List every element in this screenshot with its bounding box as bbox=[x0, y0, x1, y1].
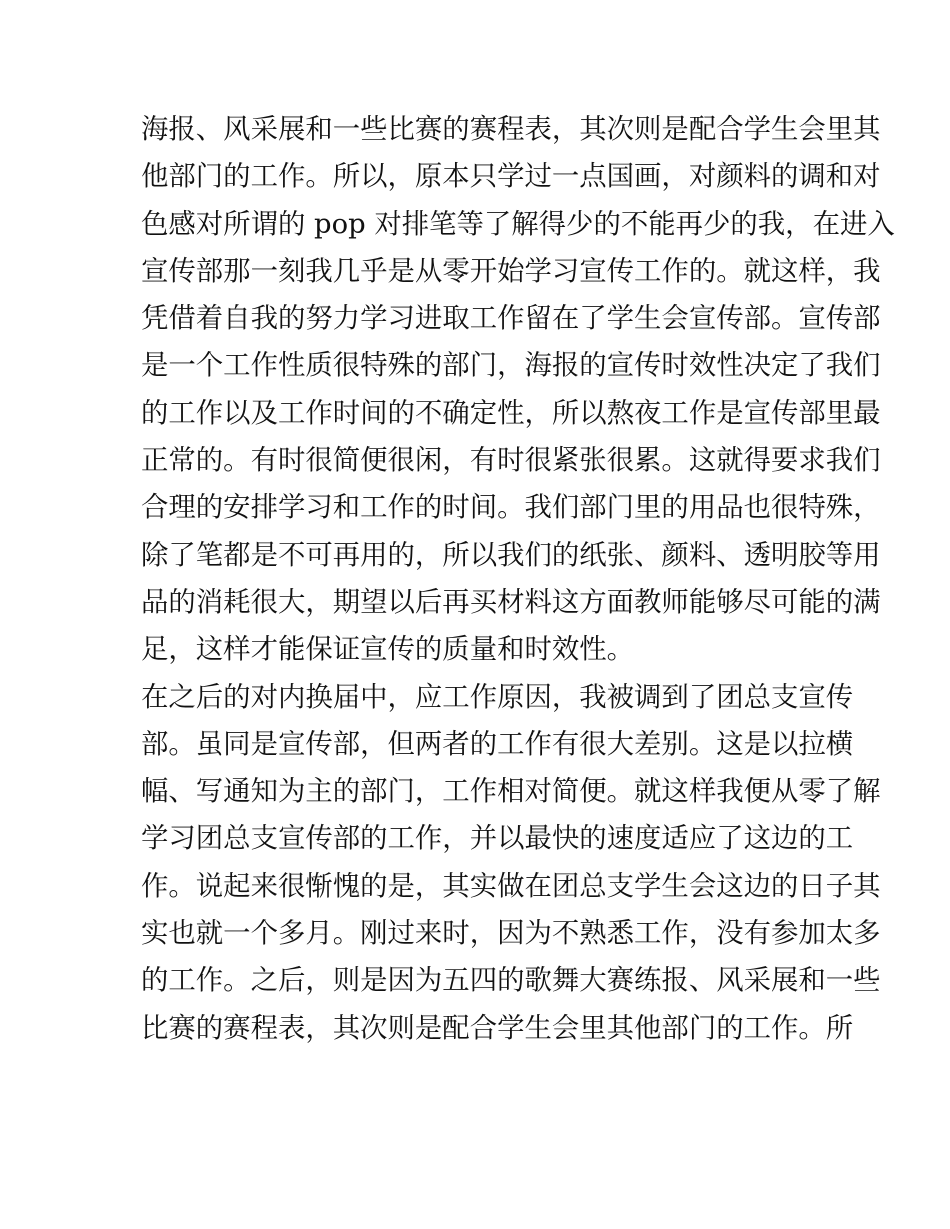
paragraph-2 bbox=[141, 674, 881, 1052]
text-line: 除了笔都是不可再用的，所以我们的纸张、颜料、透明胶等用 bbox=[141, 539, 881, 571]
text-line: 色感对所谓的 pop 对排笔等了解得少的不能再少的我，在进入 bbox=[141, 208, 895, 240]
text-line: 合理的安排学习和工作的时间。我们部门里的用品也很特殊， bbox=[141, 492, 881, 524]
text-line: 比赛的赛程表，其次则是配合学生会里其他部门的工作。所 bbox=[141, 1012, 854, 1044]
text-line: 他部门的工作。所以，原本只学过一点国画，对颜料的调和对 bbox=[141, 161, 881, 193]
paragraph-1 bbox=[141, 106, 895, 674]
text-line: 正常的。有时很简便很闲，有时很紧张很累。这就得要求我们 bbox=[141, 445, 881, 477]
text-line: 部。虽同是宣传部，但两者的工作有很大差别。这是以拉横 bbox=[141, 728, 854, 760]
text-line: 实也就一个多月。刚过来时，因为不熟悉工作，没有参加太多 bbox=[141, 918, 881, 950]
text-line: 的工作。之后，则是因为五四的歌舞大赛练报、风采展和一些 bbox=[141, 965, 881, 997]
text-line: 宣传部那一刻我几乎是从零开始学习宣传工作的。就这样，我 bbox=[141, 255, 881, 287]
text-line: 的工作以及工作时间的不确定性，所以熬夜工作是宣传部里最 bbox=[141, 397, 881, 429]
text-line: 足，这样才能保证宣传的质量和时效性。 bbox=[141, 634, 635, 666]
text-line: 凭借着自我的努力学习进取工作留在了学生会宣传部。宣传部 bbox=[141, 303, 881, 335]
text-line: 海报、风采展和一些比赛的赛程表，其次则是配合学生会里其 bbox=[141, 114, 881, 145]
text-line: 是一个工作性质很特殊的部门，海报的宣传时效性决定了我们 bbox=[141, 350, 881, 382]
text-line: 幅、写通知为主的部门，工作相对简便。就这样我便从零了解 bbox=[141, 776, 881, 808]
text-line: 在之后的对内换届中，应工作原因，我被调到了团总支宣传 bbox=[141, 681, 854, 713]
text-line: 作。说起来很惭愧的是，其实做在团总支学生会这边的日子其 bbox=[141, 870, 881, 902]
text-line: 学习团总支宣传部的工作，并以最快的速度适应了这边的工 bbox=[141, 823, 854, 855]
text-line: 品的消耗很大，期望以后再买材料这方面教师能够尽可能的满 bbox=[141, 586, 881, 618]
document-body bbox=[141, 106, 895, 1052]
